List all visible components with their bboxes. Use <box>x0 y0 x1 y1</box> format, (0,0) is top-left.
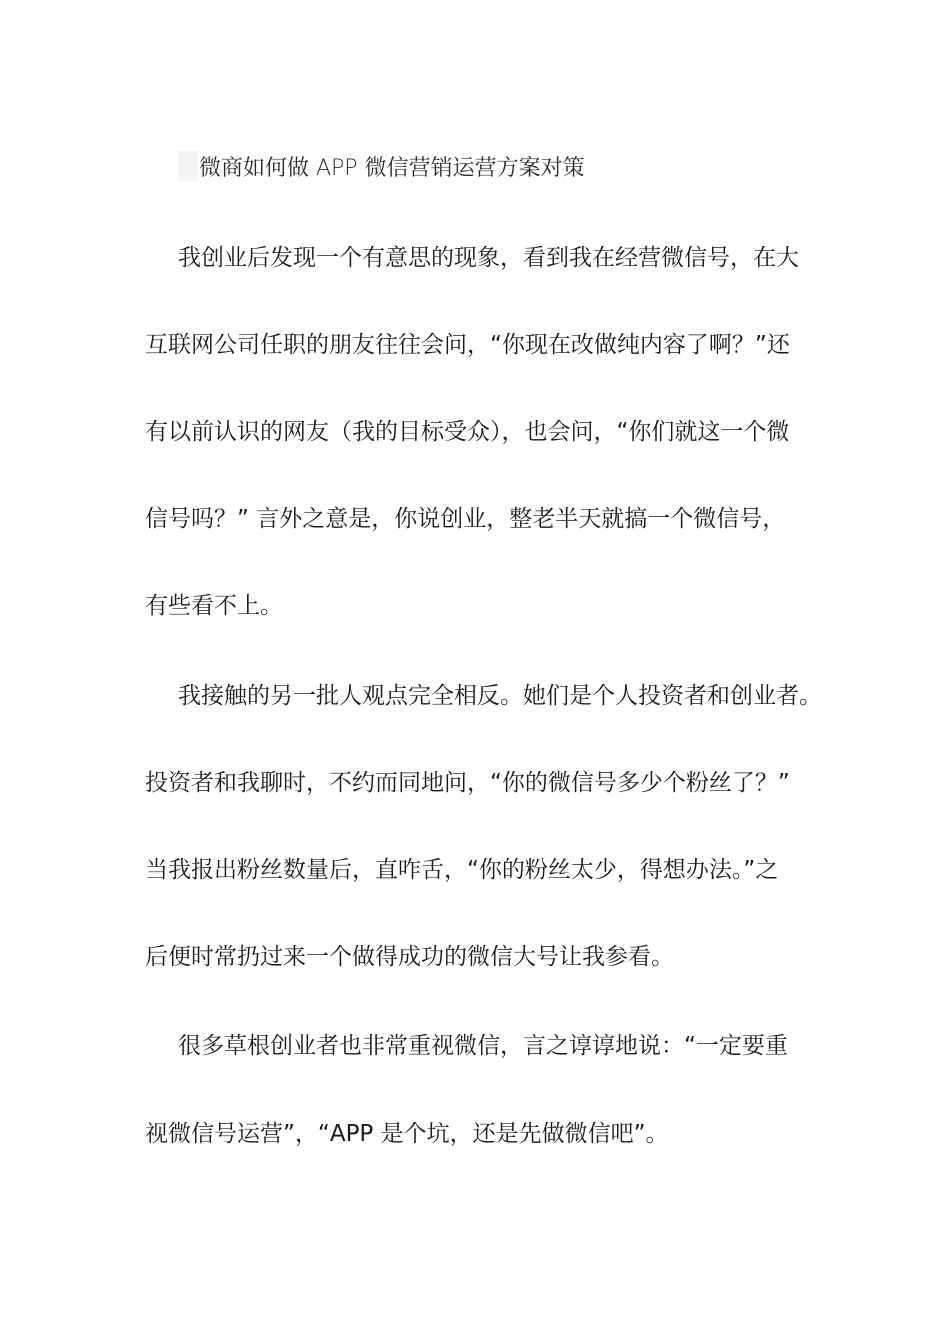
paragraph-3-line-2: 视微信号运营”，“APP 是个坑，还是先做微信吧”。 <box>145 1121 669 1147</box>
paragraph-1-line-1: 我创业后发现一个有意思的现象，看到我在经营微信号，在大 <box>178 245 799 271</box>
paragraph-1-line-3: 有以前认识的网友（我的目标受众），也会问，“你们就这一个微 <box>145 419 790 445</box>
paragraph-2-line-2: 投资者和我聊时，不约而同地问，“你的微信号多少个粉丝了？” <box>145 770 790 796</box>
paragraph-1-line-5: 有些看不上。 <box>145 593 283 619</box>
paragraph-2-line-1: 我接触的另一批人观点完全相反。她们是个人投资者和创业者。 <box>178 683 822 709</box>
document-title: 微商如何做 APP 微信营销运营方案对策 <box>199 155 585 181</box>
paragraph-2-line-4: 后便时常扔过来一个做得成功的微信大号让我参看。 <box>145 944 674 970</box>
paragraph-2-line-3: 当我报出粉丝数量后，直咋舌，“你的粉丝太少，得想办法。”之 <box>145 857 779 883</box>
document-title-block <box>178 150 585 182</box>
paragraph-1-line-4: 信号吗？” 言外之意是，你说创业，整老半天就搞一个微信号， <box>145 506 786 532</box>
title-highlight-mark <box>178 151 198 181</box>
paragraph-1-line-2: 互联网公司任职的朋友往往会问，“你现在改做纯内容了啊？”还 <box>145 332 790 358</box>
paragraph-3-line-1: 很多草根创业者也非常重视微信，言之谆谆地说：“一定要重 <box>178 1033 788 1059</box>
